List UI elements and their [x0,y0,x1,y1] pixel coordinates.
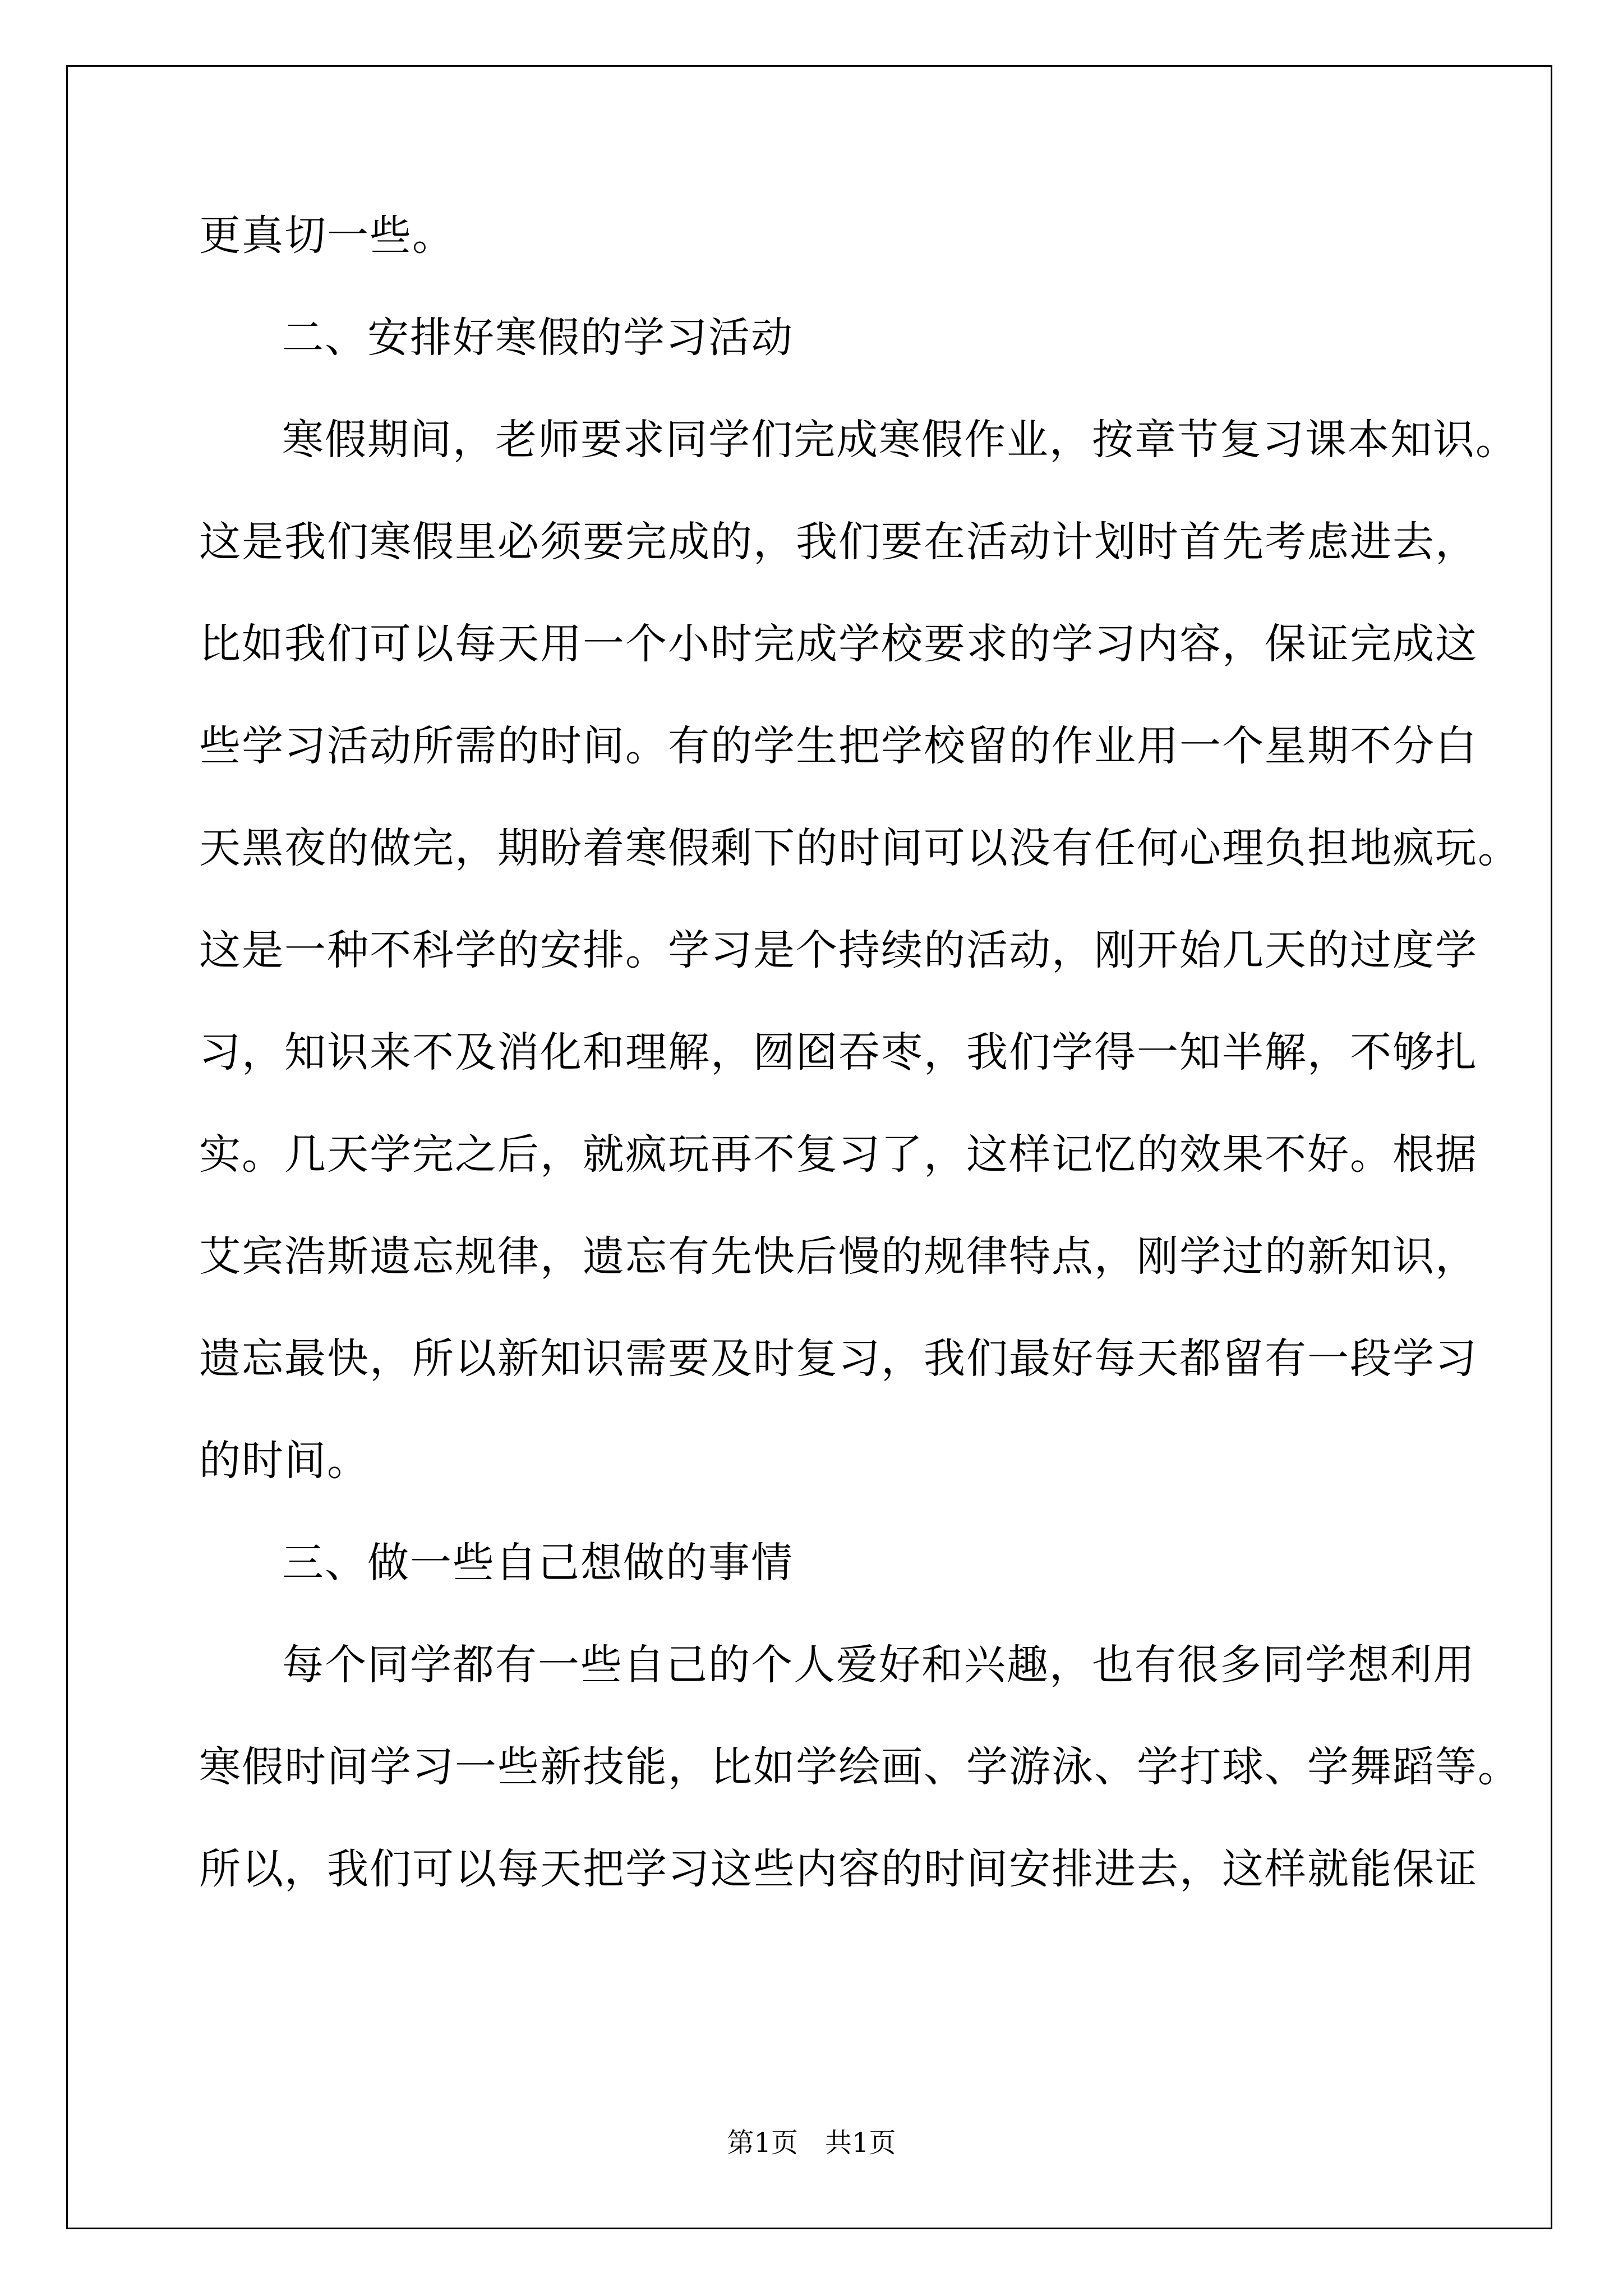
text-line: 的时间。 [199,1437,370,1485]
text-line: 这是我们寒假里必须要完成的，我们要在活动计划时首先考虑进去， [199,518,1478,566]
text-line: 天黑夜的做完，期盼着寒假剩下的时间可以没有任何心理负担地疯玩。 [199,824,1520,872]
text-line: 习，知识来不及消化和理解，囫囵吞枣，我们学得一知半解，不够扎 [199,1028,1478,1076]
text-line: 寒假时间学习一些新技能，比如学绘画、学游泳、学打球、学舞蹈等。 [199,1743,1520,1791]
text-line: 更真切一些。 [199,211,455,260]
section-heading-3: 三、做一些自己想做的事情 [282,1539,794,1587]
text-line: 每个同学都有一些自己的个人爱好和兴趣，也有很多同学想利用 [282,1641,1476,1689]
page-number-label: 第1页 共1页 [727,2127,896,2159]
text-line: 实。几天学完之后，就疯玩再不复习了，这样记忆的效果不好。根据 [199,1130,1478,1179]
text-line: 这是一种不科学的安排。学习是个持续的活动，刚开始几天的过度学 [199,926,1478,974]
page-footer [0,2126,1623,2160]
text-line: 艾宾浩斯遗忘规律，遗忘有先快后慢的规律特点，刚学过的新知识， [199,1232,1478,1281]
text-line: 所以，我们可以每天把学习这些内容的时间安排进去，这样就能保证 [199,1845,1478,1893]
text-line: 遗忘最快，所以新知识需要及时复习，我们最好每天都留有一段学习 [199,1335,1478,1383]
document-body [199,208,1520,1943]
text-line: 比如我们可以每天用一个小时完成学校要求的学习内容，保证完成这 [199,620,1478,668]
section-heading-2: 二、安排好寒假的学习活动 [282,314,794,362]
text-line: 些学习活动所需的时间。有的学生把学校留的作业用一个星期不分白 [199,722,1478,770]
text-line: 寒假期间，老师要求同学们完成寒假作业，按章节复习课本知识。 [282,416,1518,464]
